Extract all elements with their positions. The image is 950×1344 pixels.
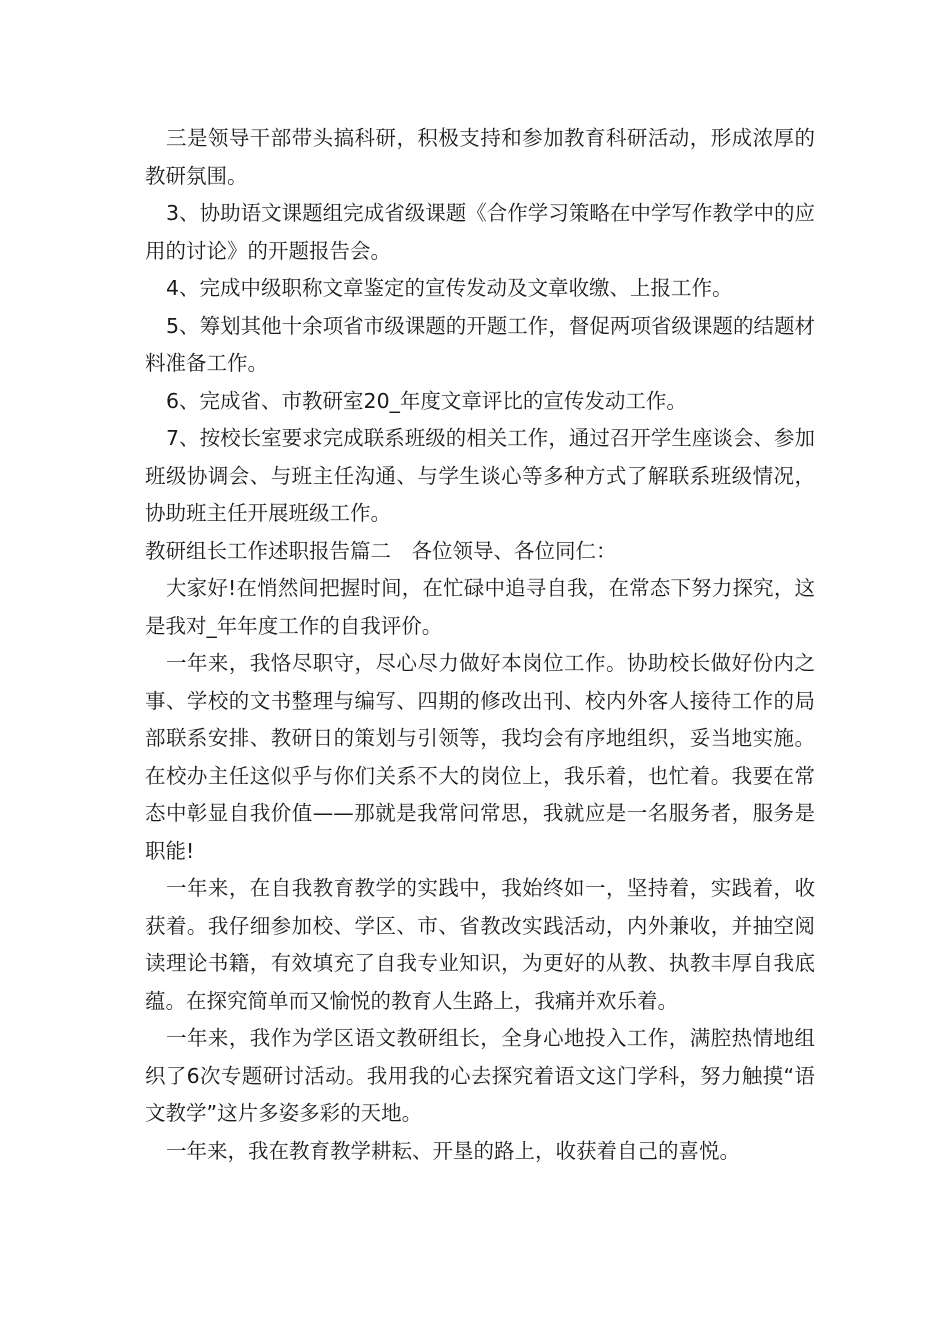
section-heading: 教研组长工作述职报告篇二 各位领导、各位同仁：	[145, 538, 617, 563]
document-body	[145, 120, 815, 1170]
paragraph-10: 一年来，我作为学区语文教研组长，全身心地投入工作，满腔热情地组织了6次专题研讨活动。我用我的心去探究着语文这门学科，努力触摸“语文教学”这片多姿多彩的天地。	[145, 1026, 815, 1125]
paragraph-9: 一年来，在自我教育教学的实践中，我始终如一，坚持着，实践着，收获着。我仔细参加校、学区、市、省教改实践活动，内外兼收，并抽空阅读理论书籍，有效填充了自我专业知识，为更好的从教、执教丰厚自我底蕴。在探究简单而又愉悦的教育人生路上，我痛并欢乐着。	[145, 876, 815, 1013]
paragraph-4: 5、筹划其他十余项省市级课题的开题工作，督促两项省级课题的结题材料准备工作。	[145, 313, 815, 375]
paragraph-3: 4、完成中级职称文章鉴定的宣传发动及文章收缴、上报工作。	[166, 276, 733, 300]
paragraph-11: 一年来，我在教育教学耕耘、开垦的路上，收获着自己的喜悦。	[166, 1138, 740, 1163]
paragraph-6: 7、按校长室要求完成联系班级的相关工作，通过召开学生座谈会、参加班级协调会、与班主任沟通、与学生谈心等多种方式了解联系班级情况，协助班主任开展班级工作。	[145, 426, 815, 525]
paragraph-2: 3、协助语文课题组完成省级课题《合作学习策略在中学写作教学中的应用的讨论》的开题报告会。	[145, 201, 815, 263]
paragraph-5: 6、完成省、市教研室20_年度文章评比的宣传发动工作。	[166, 388, 687, 413]
paragraph-7: 大家好!在悄然间把握时间，在忙碌中追寻自我，在常态下努力探究，这是我对_年年度工作的自我评价。	[145, 576, 815, 638]
paragraph-1: 三是领导干部带头搞科研，积极支持和参加教育科研活动，形成浓厚的教研氛围。	[145, 126, 815, 188]
paragraph-8: 一年来，我恪尽职守，尽心尽力做好本岗位工作。协助校长做好份内之事、学校的文书整理与编写、四期的修改出刊、校内外客人接待工作的局部联系安排、教研日的策划与引领等，我均会有序地组织，妥当地实施。在校办主任这似乎与你们关系不大的岗位上，我乐着，也忙着。我要在常态中彰显自我价值——那就是我常问常思，我就应是一名服务者，服务是职能!	[145, 651, 815, 863]
